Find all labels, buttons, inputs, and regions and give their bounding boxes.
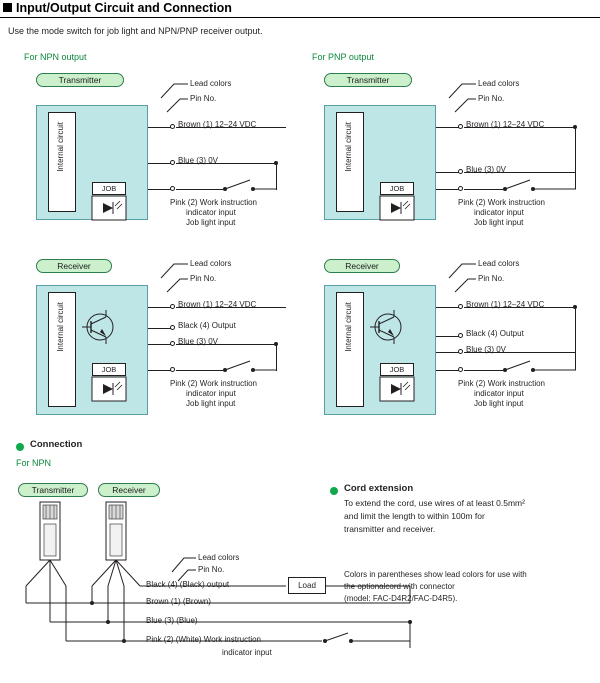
callout-pin-no-5: Pin No. bbox=[198, 565, 225, 574]
callout-lead-colors-5: Lead colors bbox=[198, 553, 240, 562]
connection-label-pink-2: indicator input bbox=[222, 648, 272, 657]
callout-lead-colors-1: Lead colors bbox=[190, 79, 232, 88]
label-transmitter-npn: Transmitter bbox=[36, 73, 124, 87]
section-label-npn-output: For NPN output bbox=[24, 52, 87, 62]
callout-pin-no-1: Pin No. bbox=[190, 94, 217, 103]
signal-pink-2: Pink (2) Work instruction bbox=[458, 198, 545, 207]
callout-lead-colors-3: Lead colors bbox=[190, 259, 232, 268]
callout-pin-no-2: Pin No. bbox=[478, 94, 505, 103]
signal-brown-2: Brown (1) 12–24 VDC bbox=[466, 120, 545, 129]
signal-brown-4: Brown (1) 12–24 VDC bbox=[466, 300, 545, 309]
paren-note-line1: Colors in parentheses show lead colors for use with bbox=[344, 570, 527, 579]
signal-blue-1: Blue (3) 0V bbox=[178, 156, 219, 165]
cord-extension-line2: and limit the length to within 100m for bbox=[344, 511, 485, 521]
section-label-pnp-output: For PNP output bbox=[312, 52, 374, 62]
callout-lead-colors-4: Lead colors bbox=[478, 259, 520, 268]
signal-pink-1c: Job light input bbox=[186, 218, 236, 227]
section-label-for-npn: For NPN bbox=[16, 458, 52, 468]
signal-black-4: Black (4) Output bbox=[466, 329, 524, 338]
signal-pink-4b: indicator input bbox=[474, 389, 524, 398]
job-box-4: JOB bbox=[380, 363, 414, 376]
connection-label-brown: Brown (1) (Brown) bbox=[146, 597, 211, 606]
green-bullet-cord-icon bbox=[330, 487, 338, 495]
internal-circuit-label-2: Internal circuit bbox=[344, 122, 353, 172]
cord-extension-title: Cord extension bbox=[344, 483, 414, 494]
internal-circuit-label-1: Internal circuit bbox=[56, 122, 65, 172]
connection-label-blue: Blue (3) (Blue) bbox=[146, 616, 198, 625]
paren-note-line3: (model: FAC-D4R2/FAC-D4R5). bbox=[344, 594, 458, 603]
signal-pink-4: Pink (2) Work instruction bbox=[458, 379, 545, 388]
callout-pin-no-3: Pin No. bbox=[190, 274, 217, 283]
intro-text: Use the mode switch for job light and NPN/PNP receiver output. bbox=[8, 26, 263, 36]
signal-blue-4: Blue (3) 0V bbox=[466, 345, 507, 354]
job-box-3: JOB bbox=[92, 363, 126, 376]
section-label-connection: Connection bbox=[30, 439, 83, 450]
connection-label-pink: Pink (2) (White) Work instruction bbox=[146, 635, 261, 644]
label-receiver-connection: Receiver bbox=[98, 483, 160, 497]
cord-extension-line3: transmitter and receiver. bbox=[344, 524, 436, 534]
signal-blue-2: Blue (3) 0V bbox=[466, 165, 507, 174]
callout-pin-no-4: Pin No. bbox=[478, 274, 505, 283]
label-receiver-pnp: Receiver bbox=[324, 259, 400, 273]
paren-note-line2: the optionalcord with connector bbox=[344, 582, 455, 591]
cord-extension-line1: To extend the cord, use wires of at least 0.5mm² bbox=[344, 498, 525, 508]
internal-circuit-label-3: Internal circuit bbox=[56, 302, 65, 352]
callout-lead-colors-2: Lead colors bbox=[478, 79, 520, 88]
signal-pink-2c: Job light input bbox=[474, 218, 524, 227]
signal-blue-3: Blue (3) 0V bbox=[178, 337, 219, 346]
signal-pink-2b: indicator input bbox=[474, 208, 524, 217]
load-box: Load bbox=[288, 577, 326, 594]
signal-pink-3b: indicator input bbox=[186, 389, 236, 398]
signal-brown-3: Brown (1) 12–24 VDC bbox=[178, 300, 257, 309]
signal-black-3: Black (4) Output bbox=[178, 321, 236, 330]
page-title: Input/Output Circuit and Connection bbox=[16, 1, 232, 15]
internal-circuit-label-4: Internal circuit bbox=[344, 302, 353, 352]
label-transmitter-connection: Transmitter bbox=[18, 483, 88, 497]
job-box-1: JOB bbox=[92, 182, 126, 195]
job-box-2: JOB bbox=[380, 182, 414, 195]
label-transmitter-pnp: Transmitter bbox=[324, 73, 412, 87]
signal-pink-3: Pink (2) Work instruction bbox=[170, 379, 257, 388]
signal-pink-4c: Job light input bbox=[474, 399, 524, 408]
signal-brown-1: Brown (1) 12–24 VDC bbox=[178, 120, 257, 129]
connection-label-black: Black (4) (Black) output bbox=[146, 580, 230, 589]
signal-pink-3c: Job light input bbox=[186, 399, 236, 408]
signal-pink-1b: indicator input bbox=[186, 208, 236, 217]
label-receiver-npn: Receiver bbox=[36, 259, 112, 273]
signal-pink-1: Pink (2) Work instruction bbox=[170, 198, 257, 207]
